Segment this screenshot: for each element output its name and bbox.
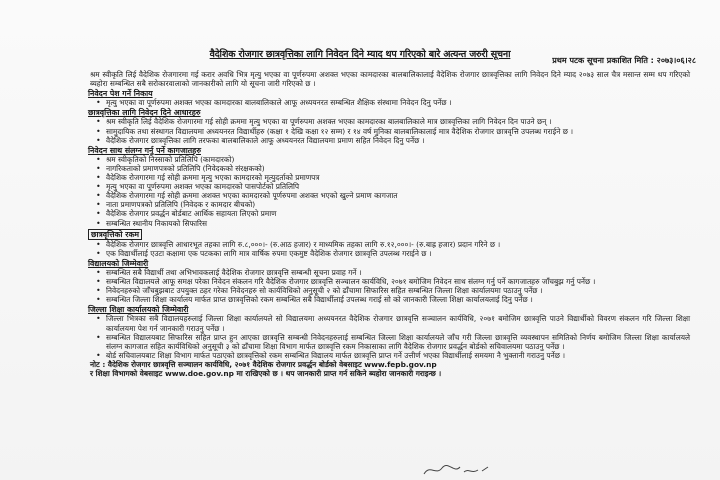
note-line2-suffix: मा राखिएको छ । थप जानकारी प्राप्त गर्न सकिने ब्यहोरा जानकारी गराइन्छ । bbox=[236, 369, 442, 378]
intro-paragraph: श्रम स्वीकृति लिई वैदेशिक रोजगारमा गई करार अवधि भित्र मृत्यु भएका वा पूर्णरुपमा अशक्त भएका कामदारका बालबालिकालाई वैदेशिक रोजगार छात्रवृत्तिका लागि निवेदन दिने म्याद २०७३ साल चैत्र मसान्त सम्म थप गरिएको ब्यहोरा सम्बन्धित सबै सरोकारवालाको जानकारीको लागि यो सूचना जारी गरिएको छ । bbox=[90, 70, 690, 89]
section-heading: विद्यालयको जिम्मेवारी bbox=[88, 258, 149, 268]
note-line-2 bbox=[90, 369, 690, 378]
doe-website-link[interactable]: www.doe.gov.np bbox=[164, 369, 234, 378]
list-item: • एक विद्यार्थीलाई एउटा कक्षामा एक पटकका लागि मात्र वार्षिक रुपमा एकमुष्ट वैदेशिक रोजगार छात्रवृत्ति उपलब्ध गराईने छ । bbox=[90, 249, 690, 258]
list-item: • नागरिकताको प्रमाणपत्रको प्रतिलिपि (निवेदकको संरक्षकको) bbox=[90, 164, 690, 173]
list-item: • सम्बन्धित जिल्ला शिक्षा कार्यालय मार्फत प्राप्त छात्रवृत्तिको रकम सम्बन्धित सबै विद्यार्थीलाई उपलब्ध गराई सो को जानकारी जिल्ला शिक्षा कार्यालयलाई दिनु पर्नेछ । bbox=[90, 295, 690, 304]
list-item: • वैदेशिक रोजगार छात्रवृत्ति आधारभूत तहका लागि रु.८,०००।- (रु.आठ हजार) र माध्यमिक तहका लागि रु.१२,०००।- (रु.बाह्र हजार) प्रदान गरिने छ । bbox=[90, 240, 690, 249]
section-list bbox=[90, 268, 690, 304]
list-item: • वैदेशिक रोजगारमा गई सोही क्रममा अशक्त भएका कामदारको पूर्णरुपमा अशक्त भएको खुल्ने प्रमाण कागजात bbox=[90, 191, 690, 200]
section-list bbox=[90, 314, 690, 359]
publication-date: प्रथम पटक सूचना प्रकाशित मिति : २०७३।०६।२८ bbox=[552, 56, 696, 65]
list-item: • वैदेशिक रोजगार प्रवर्द्धन बोर्डबाट आर्थिक सहायता लिएको प्रमाण bbox=[90, 209, 690, 218]
note-prefix: नोट : वैदेशिक रोजगार छात्रवृत्ति सञ्चालन कार्यविधि, २०७१ वैदेशिक रोजगार प्रवर्द्धन बोर्डको वेबसाइट bbox=[90, 359, 362, 369]
note-line-1 bbox=[90, 360, 690, 369]
signature-scribble bbox=[420, 462, 500, 478]
list-item: • सम्बन्धित विद्यालयले आफू समक्ष परेका निवेदन संकलन गरि वैदेशिक रोजगार छात्रवृत्ति सञ्चालन कार्यविधि, २०७१ बमोजिम निवेदन साथ संलग्न गर्नु पर्ने कागजातहरु जाँचबुझ गर्नु पर्नेछ । bbox=[90, 277, 690, 286]
list-item: • सामुदायिक तथा संस्थागत विद्यालयमा अध्ययनरत विद्यार्थीहरु (कक्षा १ देखि कक्षा १२ सम्म) र १४ वर्ष मुनिका बालबालिकालाई मात्र वैदेशिक रोजगार छात्रवृत्ति उपलब्ध गराईने छ । bbox=[90, 127, 690, 136]
notice-title: वैदेशिक रोजगार छात्रवृत्तिका लागि निवेदन दिने म्याद थप गरिएको बारे अत्यन्त जरुरी सूचना bbox=[209, 49, 511, 60]
list-item: • निवेदनहरुको जाँचबुझबाट उपयुक्त ठहर गरेका निवेदनहरु सो कार्यविधिको अनुसूची २ को ढाँचामा सिफारिस सहित सम्बन्धित जिल्ला शिक्षा कार्यालयमा पठाउनु पर्नेछ । bbox=[90, 286, 690, 295]
section-heading: छात्रवृत्तिको रकम bbox=[88, 229, 142, 240]
list-item: • मृत्यु भएका वा पूर्णरुपमा अशक्त भएका कामदारको पासपोर्टको प्रतिलिपि bbox=[90, 182, 690, 191]
notice-body bbox=[90, 70, 690, 378]
list-item: • सम्बन्धित विद्यालयबाट सिफारिस सहित प्राप्त हुन आएका छात्रवृत्ति सम्बन्धी निवेदनहरुलाई सम्बन्धित जिल्ला शिक्षा कार्यालयले जाँच गरी जिल्ला छात्रवृत्ति व्यवस्थापन समितिको निर्णय बमोजिम जिल्ला शिक्षा कार्यालयले संलग्न कागजात सहित कार्यविधिको अनुसूची ३ को ढाँचामा शिक्षा विभाग मार्फत छात्रवृत्ति रकम निकासाका लागि वैदेशिक रोजगार प्रवर्द्धन बोर्डको सचिवालयमा पठाउनु पर्नेछ । bbox=[90, 333, 690, 351]
list-item: • वैदेशिक रोजगारमा गई सोही क्रममा मृत्यु भएका कामदारको मृत्युदर्ताको प्रमाणपत्र bbox=[90, 173, 690, 182]
list-item: • सम्बन्धित स्थानीय निकायको सिफारिस bbox=[90, 219, 690, 228]
section-heading: छात्रवृत्तिका लागि निवेदन दिने आधारहरु bbox=[88, 108, 201, 118]
section-heading: निवेदन पेश गर्ने निकाय bbox=[88, 89, 153, 99]
section-list bbox=[90, 117, 690, 144]
list-item: • नाता प्रमाणपत्रको प्रतिलिपि (निवेदक र कामदार बीचको) bbox=[90, 200, 690, 209]
list-item: • मृत्यु भएका वा पूर्णरुपमा अशक्त भएका कामदारका बालबालिकाले आफू अध्ययनरत सम्बन्धित शैक्षिक संस्थामा निवेदन दिनु पर्नेछ । bbox=[90, 98, 690, 107]
sections-container bbox=[90, 89, 690, 360]
section-heading: जिल्ला शिक्षा कार्यालयको जिम्मेवारी bbox=[88, 305, 189, 315]
list-item: • बोर्ड सचिवालयबाट शिक्षा विभाग मार्फत पठाएको छात्रवृत्तिको रकम सम्बन्धित विद्यालय मार्फत छात्रवृत्ति प्राप्त गर्ने उत्तीर्ण भएका विद्यार्थीलाई समयमा नै भुक्तानी गराउनु पर्नेछ । bbox=[90, 351, 690, 360]
note-line2-prefix: र शिक्षा विभागको वेबसाइट bbox=[90, 369, 163, 378]
list-item: • सम्बन्धित सबै विद्यार्थी तथा अभिभावकलाई वैदेशिक रोजगार छात्रवृत्ति सम्बन्धी सूचना प्रवाह गर्ने । bbox=[90, 268, 690, 277]
section-list bbox=[90, 98, 690, 107]
section-heading: निवेदन साथ संलग्न गर्नु पर्ने कागजातहरु bbox=[88, 145, 201, 155]
list-item: • श्रम स्वीकृतिको निस्साको प्रतिलिपि (कामदारको) bbox=[90, 155, 690, 164]
fepb-website-link[interactable]: www.fepb.gov.np bbox=[364, 359, 437, 369]
list-item: • वैदेशिक रोजगार छात्रवृत्तिका लागि तरफका बालबालिकाले आफू अध्ययनरत विद्यालयमा प्रमाण सहित निवेदन दिनु पर्नेछ । bbox=[90, 136, 690, 145]
section-list bbox=[90, 155, 690, 228]
list-item: • श्रम स्वीकृति लिई वैदेशिक रोजगारमा गई सोही क्रममा मृत्यु भएका वा पूर्णरुपमा अशक्त भएका कामदारका बालबालिकाले मात्र छात्रवृत्तिका लागि निवेदन दिन पाउने छन् । bbox=[90, 117, 690, 126]
section-list bbox=[90, 240, 690, 258]
list-item: • जिल्ला भित्रका सबै विद्यालयहरुलाई जिल्ला शिक्षा कार्यालयले सो विद्यालयमा अध्ययनरत वैदेशिक रोजगार छात्रवृत्ति सञ्चालन कार्यविधि, २०७१ बमोजिम छात्रवृत्ति पाउने विद्यार्थीको विवरण संकलन गरि जिल्ला शिक्षा कार्यालयमा पेश गर्न जानकारी गराउनु पर्नेछ । bbox=[90, 314, 690, 332]
